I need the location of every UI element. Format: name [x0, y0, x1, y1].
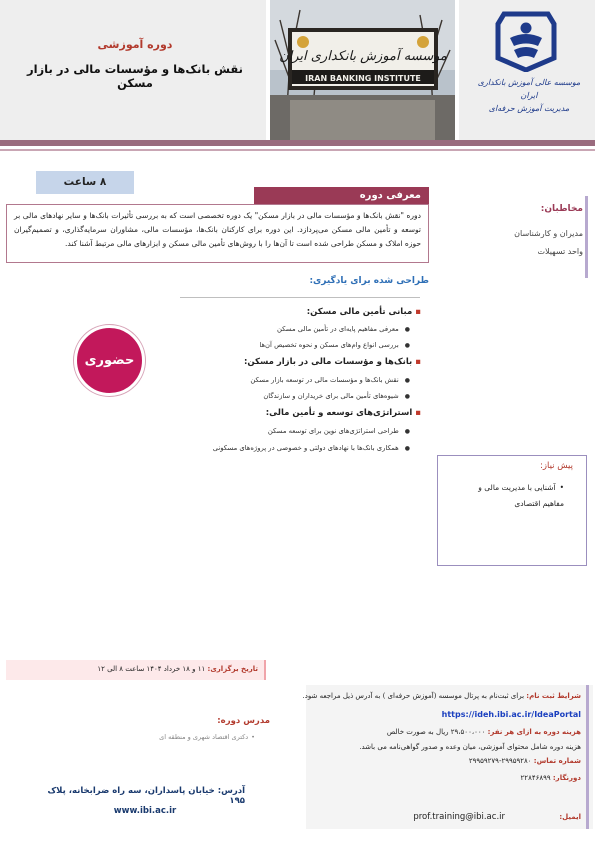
- header-band: [0, 140, 595, 146]
- bullet-icon: •: [251, 733, 255, 741]
- bullet-icon: ●: [404, 428, 410, 435]
- instructor-item: •دکتری اقتصاد شهری و منطقه ای: [159, 733, 255, 741]
- audience-item: واحد تسهیلات: [537, 247, 583, 256]
- design-section-item: ●طراحی استراتژی‌های نوین برای توسعه مسکن: [267, 427, 410, 435]
- institute-logo-icon: [494, 10, 558, 72]
- bullet-icon: •: [559, 483, 564, 492]
- bullet-icon: ●: [404, 326, 410, 333]
- design-section-title: ▪بانک‌ها و مؤسسات مالی در بازار مسکن:: [244, 357, 421, 367]
- institute-photo: [270, 0, 455, 140]
- design-title: طراحی شده برای یادگیری:: [309, 276, 429, 286]
- design-section-item: ●معرفی مفاهیم پایه‌ای در تأمین مالی مسکن: [276, 325, 410, 333]
- registration-portal-link[interactable]: https://ideh.ibi.ac.ir/IdeaPortal: [441, 710, 581, 719]
- fee-note: هزینه دوره شامل محتوای آموزشی، میان وعده و صدور گواهی‌نامه می باشد.: [359, 743, 581, 751]
- design-section-item: ●بررسی انواع وام‌های مسکن و نحوه تخصیص آن‌ها: [259, 341, 410, 349]
- address-text: آدرس: خیابان پاسداران، سه راه ضرابخانه، پلاک ۱۹۵: [47, 786, 245, 806]
- prerequisite-item: •آشنایی با مدیریت مالی و مفاهیم اقتصادی: [478, 483, 564, 508]
- instructor-title: مدرس دوره:: [217, 716, 270, 726]
- email-link[interactable]: prof.training@ibi.ac.ir: [413, 812, 505, 822]
- header-band-line: [0, 149, 595, 151]
- organization-name: [470, 76, 588, 115]
- course-label: دوره آموزشی: [97, 38, 173, 51]
- bullet-icon: ●: [404, 393, 410, 400]
- intro-heading: معرفی دوره: [254, 187, 429, 204]
- design-section-item: ●همکاری بانک‌ها با نهادهای دولتی و خصوصی در پروژه‌های مسکونی: [212, 444, 410, 452]
- conditions-accent-bar: [586, 685, 589, 829]
- audience-accent-bar: [585, 196, 588, 278]
- audience-item: مدیران و کارشناسان: [514, 229, 583, 238]
- attendance-mode-text: حضوری: [84, 353, 135, 368]
- registration-terms: شرایط ثبت نام: برای ثبت‌نام به پرتال موسسه (آموزش حرفه‌ای ) به آدرس ذیل مراجعه شود.: [302, 692, 581, 700]
- design-section-title: ▪مبانی تأمین مالی مسکن:: [306, 307, 421, 317]
- website-link[interactable]: www.ibi.ac.ir: [113, 806, 177, 816]
- fax-number: دورنگار: ۲۲۸۴۶۸۹۹: [520, 774, 581, 782]
- sign-fa-text: موسسه آموزش بانکداری ایران: [279, 49, 447, 64]
- email-label: ایمیل:: [559, 813, 581, 821]
- phone-number: شماره تماس: ۲۹۹۵۹۲۸۰-۲۹۹۵۹۲۷۹: [468, 757, 581, 765]
- bullet-icon: ●: [404, 342, 410, 349]
- design-divider: [180, 297, 420, 298]
- intro-text: دوره "نقش بانک‌ها و مؤسسات مالی در بازار مسکن" یک دوره تخصصی است که به بررسی تأثیرات بانک‌ها و سایر نهادهای مالی بر توسعه و تأمین مالی مسکن می‌پردازد. این دوره برای کارکنان بانک‌ها، مؤسسات مالی، مشاوران سرمایه‌گذاری، و تصمیم‌گیران حوزه املاک و مسکن طراحی شده است تا آن‌ها را با روش‌های تأمین مالی مسکن و ابزارهای مالی مرتبط آشنا کند.: [6, 204, 429, 263]
- org-line-1: موسسه عالی آموزش بانکداری ایران: [477, 78, 581, 100]
- bullet-icon: ▪: [415, 408, 421, 418]
- course-date: تاریخ برگزاری: ۱۱ و ۱۸ خرداد ۱۴۰۴ ساعت ۸ الی ۱۲: [97, 665, 258, 673]
- building-photo-graphic: [270, 0, 455, 140]
- course-fee: هزینه دوره به ازای هر نفر: ۲۹،۵۰۰،۰۰۰ ریال به صورت خالص: [386, 728, 581, 736]
- bullet-icon: ●: [404, 445, 410, 452]
- bullet-icon: ▪: [415, 357, 421, 367]
- bullet-icon: ▪: [415, 307, 421, 317]
- bullet-icon: ●: [404, 377, 410, 384]
- course-hours-badge: ۸ ساعت: [36, 171, 134, 194]
- course-title: نقش بانک‌ها و مؤسسات مالی در بازار مسکن: [27, 62, 243, 90]
- audience-title: مخاطبان:: [540, 204, 583, 214]
- design-section-item: ●نقش بانک‌ها و مؤسسات مالی در توسعه بازار مسکن: [250, 376, 410, 384]
- org-line-2: مدیریت آموزش حرفه‌ای: [488, 104, 570, 113]
- prerequisite-title: پیش نیاز:: [540, 461, 573, 471]
- sign-en-text: IRAN BANKING INSTITUTE: [305, 74, 421, 83]
- design-section-item: ●شیوه‌های تأمین مالی برای خریداران و سازندگان: [263, 392, 410, 400]
- design-section-title: ▪استراتژی‌های توسعه و تأمین مالی:: [265, 408, 421, 418]
